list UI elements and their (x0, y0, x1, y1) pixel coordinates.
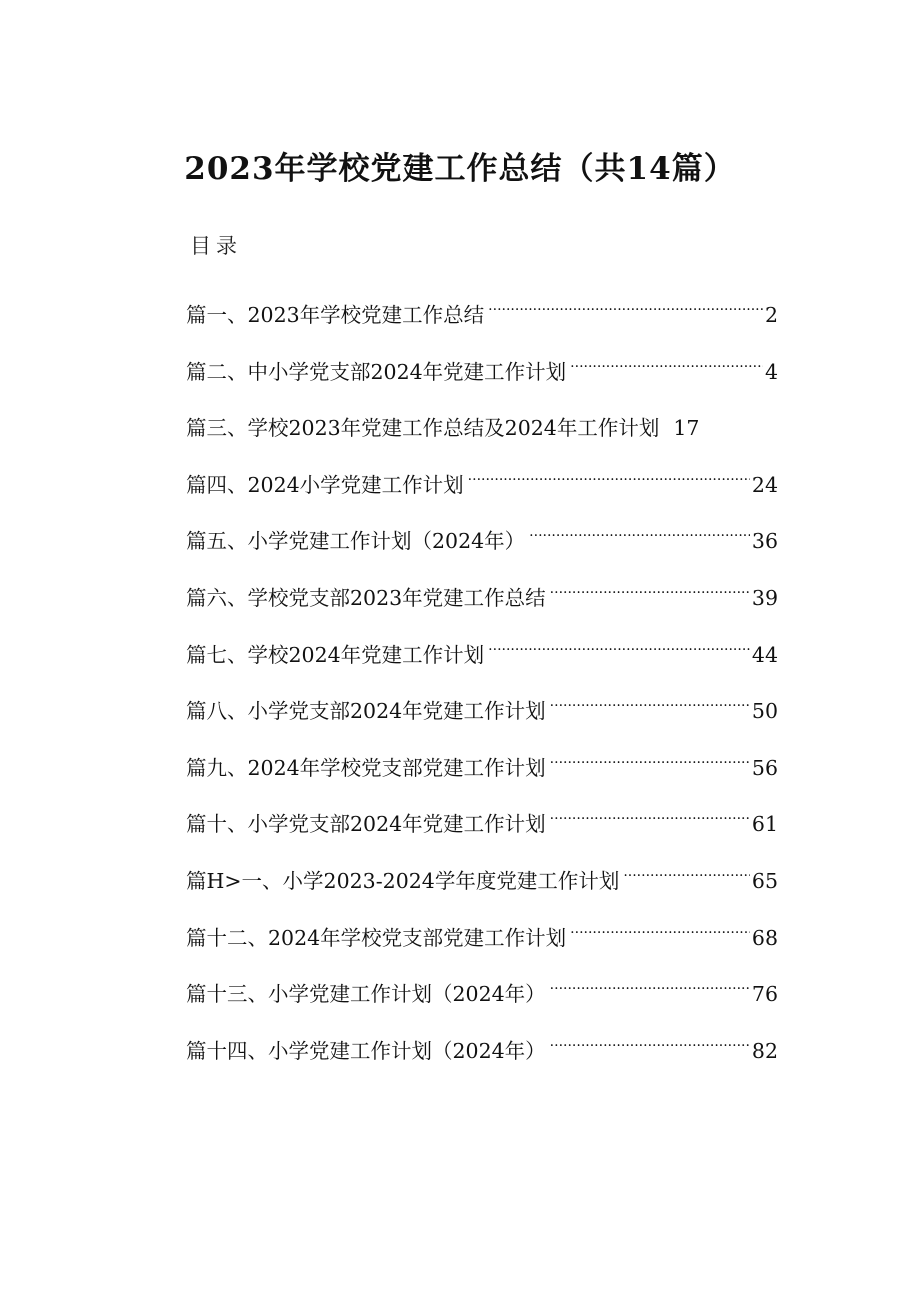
toc-entry-page: 82 (751, 1038, 778, 1063)
toc-entry-label: 篇五、小学党建工作计划（2024年） (186, 529, 526, 554)
toc-entry-page: 39 (751, 585, 778, 610)
toc-entry-6[interactable] (186, 565, 778, 622)
toc-leader-dots (488, 282, 763, 322)
toc-entry-11[interactable] (186, 848, 778, 905)
toc-entry-7[interactable] (186, 622, 778, 679)
toc-entry-label: 篇十四、小学党建工作计划（2024年） (186, 1038, 546, 1063)
toc-entry-page: 17 (673, 416, 700, 441)
toc-leader-dots (550, 791, 750, 831)
toc-entry-label: 篇十二、2024年学校党支部党建工作计划 (186, 925, 567, 950)
toc-heading: 目录 (190, 234, 242, 258)
toc-leader-dots (550, 961, 750, 1001)
toc-entry-9[interactable] (186, 735, 778, 792)
toc-entry-label: 篇二、中小学党支部2024年党建工作计划 (186, 359, 567, 384)
toc-entry-page: 56 (751, 755, 778, 780)
toc-entry-label: 篇十三、小学党建工作计划（2024年） (186, 982, 546, 1007)
toc-entry-label: 篇三、学校2023年党建工作总结及2024年工作计划 (186, 416, 660, 441)
toc-entry-page: 44 (751, 642, 778, 667)
toc-entry-13[interactable] (186, 961, 778, 1018)
table-of-contents (186, 282, 778, 1074)
toc-leader-dots (550, 1018, 750, 1058)
toc-entry-page: 2 (764, 303, 778, 327)
toc-entry-label: 篇七、学校2024年党建工作计划 (186, 642, 485, 667)
toc-entry-page: 36 (751, 529, 778, 554)
toc-entry-page: 61 (751, 812, 778, 837)
toc-leader-dots (570, 339, 763, 379)
toc-leader-dots (663, 395, 671, 435)
toc-entry-label: 篇四、2024小学党建工作计划 (186, 472, 464, 497)
document-title: 2023年学校党建工作总结（共14篇） (184, 151, 736, 187)
toc-entry-8[interactable] (186, 678, 778, 735)
toc-leader-dots (550, 678, 750, 718)
toc-leader-dots (468, 452, 750, 492)
toc-leader-dots (570, 905, 750, 945)
toc-entry-1[interactable] (186, 282, 778, 339)
toc-leader-dots (550, 565, 750, 605)
toc-leader-dots (488, 622, 750, 662)
toc-entry-label: 篇一、2023年学校党建工作总结 (186, 303, 485, 327)
toc-entry-page: 65 (751, 868, 778, 893)
toc-entry-label: 篇八、小学党支部2024年党建工作计划 (186, 699, 546, 724)
toc-entry-page: 24 (751, 472, 778, 497)
toc-entry-label: 篇九、2024年学校党支部党建工作计划 (186, 755, 546, 780)
toc-entry-label: 篇六、学校党支部2023年党建工作总结 (186, 585, 546, 610)
toc-entry-4[interactable] (186, 452, 778, 509)
toc-entry-page: 50 (751, 699, 778, 724)
toc-leader-dots (623, 848, 750, 888)
toc-leader-dots (529, 508, 750, 548)
toc-entry-5[interactable] (186, 508, 778, 565)
toc-entry-14[interactable] (186, 1018, 778, 1075)
toc-entry-page: 4 (764, 359, 778, 384)
toc-entry-2[interactable] (186, 339, 778, 396)
toc-entry-page: 68 (751, 925, 778, 950)
toc-leader-dots (550, 735, 750, 775)
toc-entry-page: 76 (751, 982, 778, 1007)
toc-entry-label: 篇十、小学党支部2024年党建工作计划 (186, 812, 546, 837)
toc-entry-12[interactable] (186, 905, 778, 962)
toc-entry-10[interactable] (186, 791, 778, 848)
toc-entry-3[interactable] (186, 395, 778, 452)
toc-entry-label: 篇H>一、小学2023-2024学年度党建工作计划 (186, 868, 620, 893)
